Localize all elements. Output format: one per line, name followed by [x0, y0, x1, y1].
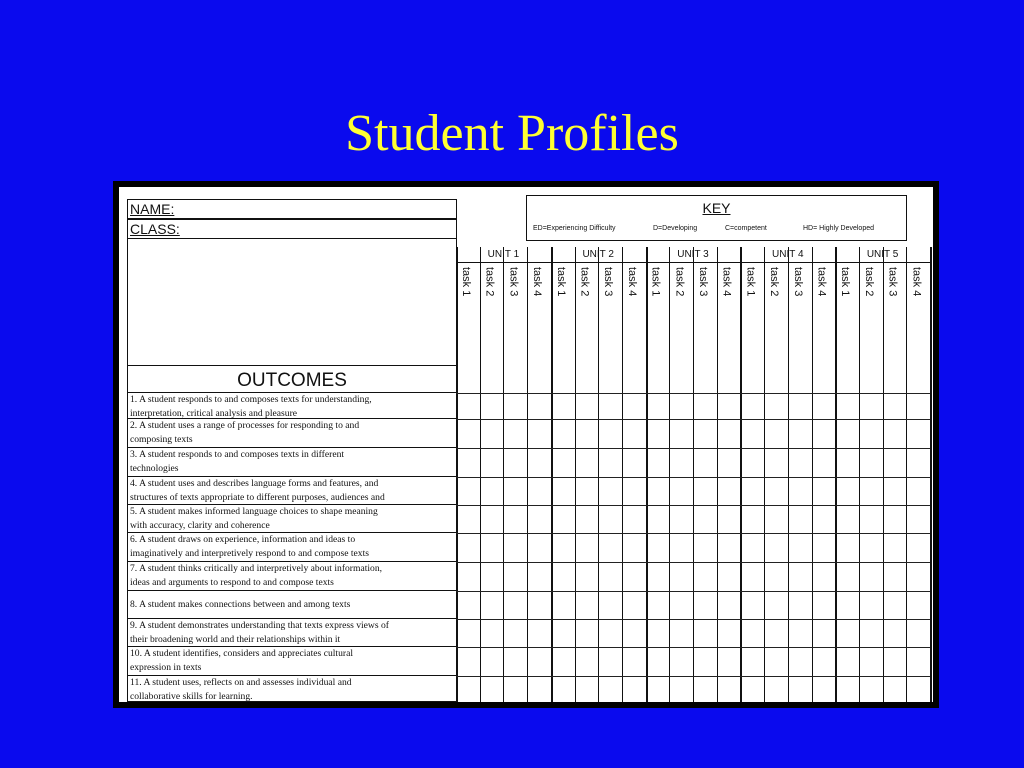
task-label-text: task 2	[578, 267, 591, 297]
key-entry-ed: ED=Experiencing Difficulty	[533, 225, 616, 232]
outcome-text-line: ideas and arguments to respond to and compose texts	[130, 577, 334, 588]
task-label-text: task 3	[791, 267, 804, 297]
task-label-text: task 4	[531, 267, 544, 297]
outcome-text-line: 9. A student demonstrates understanding that texts express views of	[130, 620, 389, 631]
unit-header: UNIT 4	[740, 247, 835, 263]
grid-column-line	[693, 247, 694, 702]
task-column-label	[646, 265, 669, 305]
grid-row-line	[456, 393, 930, 394]
grid-column-line	[669, 247, 670, 702]
task-column-label	[740, 265, 763, 305]
grid-column-line	[527, 247, 528, 702]
grid-column-line	[646, 247, 648, 702]
task-column-label	[812, 265, 835, 305]
outcome-text-line: 6. A student draws on experience, information and ideas to	[130, 534, 356, 545]
assessment-grid	[456, 247, 930, 702]
task-label-text: task 4	[910, 267, 923, 297]
outcome-text-line: composing texts	[130, 434, 193, 445]
outcomes-header: OUTCOMES	[127, 365, 457, 393]
profile-sheet	[119, 187, 933, 702]
unit-header: UNIT 2	[551, 247, 646, 263]
grid-column-line	[764, 247, 765, 702]
key-entry-c: C=competent	[725, 225, 767, 232]
grid-column-line	[740, 247, 742, 702]
outcome-row	[127, 505, 457, 533]
outcome-row	[127, 562, 457, 591]
task-column-label	[551, 265, 574, 305]
task-label-text: task 2	[768, 267, 781, 297]
task-label-text: task 4	[815, 267, 828, 297]
unit-header: UNIT 3	[646, 247, 741, 263]
task-column-label	[859, 265, 882, 305]
outcome-row	[127, 448, 457, 477]
task-column-label	[456, 265, 479, 305]
task-label-text: task 2	[862, 267, 875, 297]
outcome-text-line: structures of texts appropriate to different purposes, audiences and	[130, 492, 385, 503]
outcome-text-line: 3. A student responds to and composes texts in different	[130, 449, 345, 460]
name-field: NAME:	[127, 199, 457, 219]
task-column-label	[503, 265, 526, 305]
task-label-text: task 2	[673, 267, 686, 297]
key-title: KEY	[702, 200, 731, 216]
key-entry-d: D=Developing	[653, 225, 698, 232]
grid-row-line	[456, 676, 930, 677]
outcome-text-line: 10. A student identifies, considers and appreciates cultural	[130, 648, 353, 659]
outcome-text-line: 2. A student uses a range of processes for responding to and	[130, 420, 360, 431]
outcome-text-line: 7. A student thinks critically and interpretively about information,	[130, 563, 383, 574]
grid-row-line	[456, 448, 930, 449]
outcome-row	[127, 419, 457, 448]
slide-title: Student Profiles	[345, 105, 679, 162]
outcome-row	[127, 591, 457, 619]
outcome-text-line: 11. A student uses, reflects on and assesses individual and	[130, 677, 352, 688]
task-label-text: task 2	[483, 267, 496, 297]
outcome-text-line: 1. A student responds to and composes texts for understanding,	[130, 394, 372, 405]
unit-header: UNIT 1	[456, 247, 551, 263]
grid-column-line	[930, 247, 932, 702]
task-label-text: task 1	[649, 267, 662, 297]
unit-header: UNIT 5	[835, 247, 930, 263]
grid-column-line	[551, 247, 553, 702]
grid-row-line	[456, 562, 930, 563]
task-column-label	[622, 265, 645, 305]
task-column-label	[788, 265, 811, 305]
grid-column-line	[575, 247, 576, 702]
task-label-text: task 1	[744, 267, 757, 297]
task-column-label	[883, 265, 906, 305]
grid-row-line	[456, 591, 930, 592]
grid-row-line	[456, 505, 930, 506]
task-column-label	[527, 265, 550, 305]
outcome-text-line: collaborative skills for learning.	[130, 691, 253, 702]
grid-row-line	[456, 647, 930, 648]
task-label-text: task 3	[697, 267, 709, 297]
grid-column-line	[456, 247, 458, 702]
task-column-label	[764, 265, 787, 305]
task-column-label	[575, 265, 598, 305]
outcome-row	[127, 676, 457, 702]
grid-column-line	[788, 247, 789, 702]
task-label-text: task 1	[554, 267, 567, 297]
grid-column-line	[503, 247, 504, 702]
grid-column-line	[859, 247, 860, 702]
task-column-label	[480, 265, 503, 305]
task-label-text: task 1	[839, 267, 852, 297]
grid-column-line	[835, 247, 837, 702]
task-column-label	[598, 265, 621, 305]
grid-column-line	[622, 247, 623, 702]
outcome-text-line: 4. A student uses and describes language forms and features, and	[130, 478, 379, 489]
class-field: CLASS:	[127, 219, 457, 239]
outcome-text-line: 5. A student makes informed language choices to shape meaning	[130, 506, 378, 517]
outcome-text-line: technologies	[130, 463, 179, 474]
outcome-row	[127, 619, 457, 647]
key-entry-hd: HD= Highly Developed	[803, 225, 875, 232]
outcome-text-line: imaginatively and interpretively respond to and compose texts	[130, 548, 369, 559]
grid-column-line	[598, 247, 599, 702]
outcome-text-line: their broadening world and their relationships within it	[130, 634, 341, 645]
profile-sheet-image	[113, 181, 939, 708]
key-box	[526, 195, 907, 241]
grid-row-line	[456, 477, 930, 478]
outcome-text-line: interpretation, critical analysis and pleasure	[130, 408, 298, 419]
outcome-row	[127, 477, 457, 505]
task-label-text: task 3	[602, 267, 615, 297]
grid-column-line	[812, 247, 813, 702]
task-label-text: task 3	[886, 267, 899, 297]
grid-row-line	[456, 419, 930, 420]
task-column-label	[835, 265, 858, 305]
outcome-row	[127, 647, 457, 676]
task-label-text: task 3	[507, 267, 520, 297]
outcome-row	[127, 533, 457, 562]
task-label-text: task 4	[720, 267, 733, 297]
task-column-label	[693, 265, 716, 305]
grid-row-line	[456, 619, 930, 620]
grid-column-line	[480, 247, 481, 702]
outcome-row	[127, 393, 457, 419]
grid-row-line	[456, 533, 930, 534]
task-column-label	[669, 265, 692, 305]
task-column-label	[717, 265, 740, 305]
grid-column-line	[717, 247, 718, 702]
task-column-label	[906, 265, 929, 305]
task-label-text: task 4	[625, 267, 638, 297]
outcome-text-line: with accuracy, clarity and coherence	[130, 520, 270, 531]
grid-column-line	[883, 247, 884, 702]
outcome-text-line: expression in texts	[130, 662, 202, 673]
grid-column-line	[906, 247, 907, 702]
task-label-text: task 1	[460, 267, 472, 297]
outcome-text-line: 8. A student makes connections between and among texts	[130, 599, 351, 610]
